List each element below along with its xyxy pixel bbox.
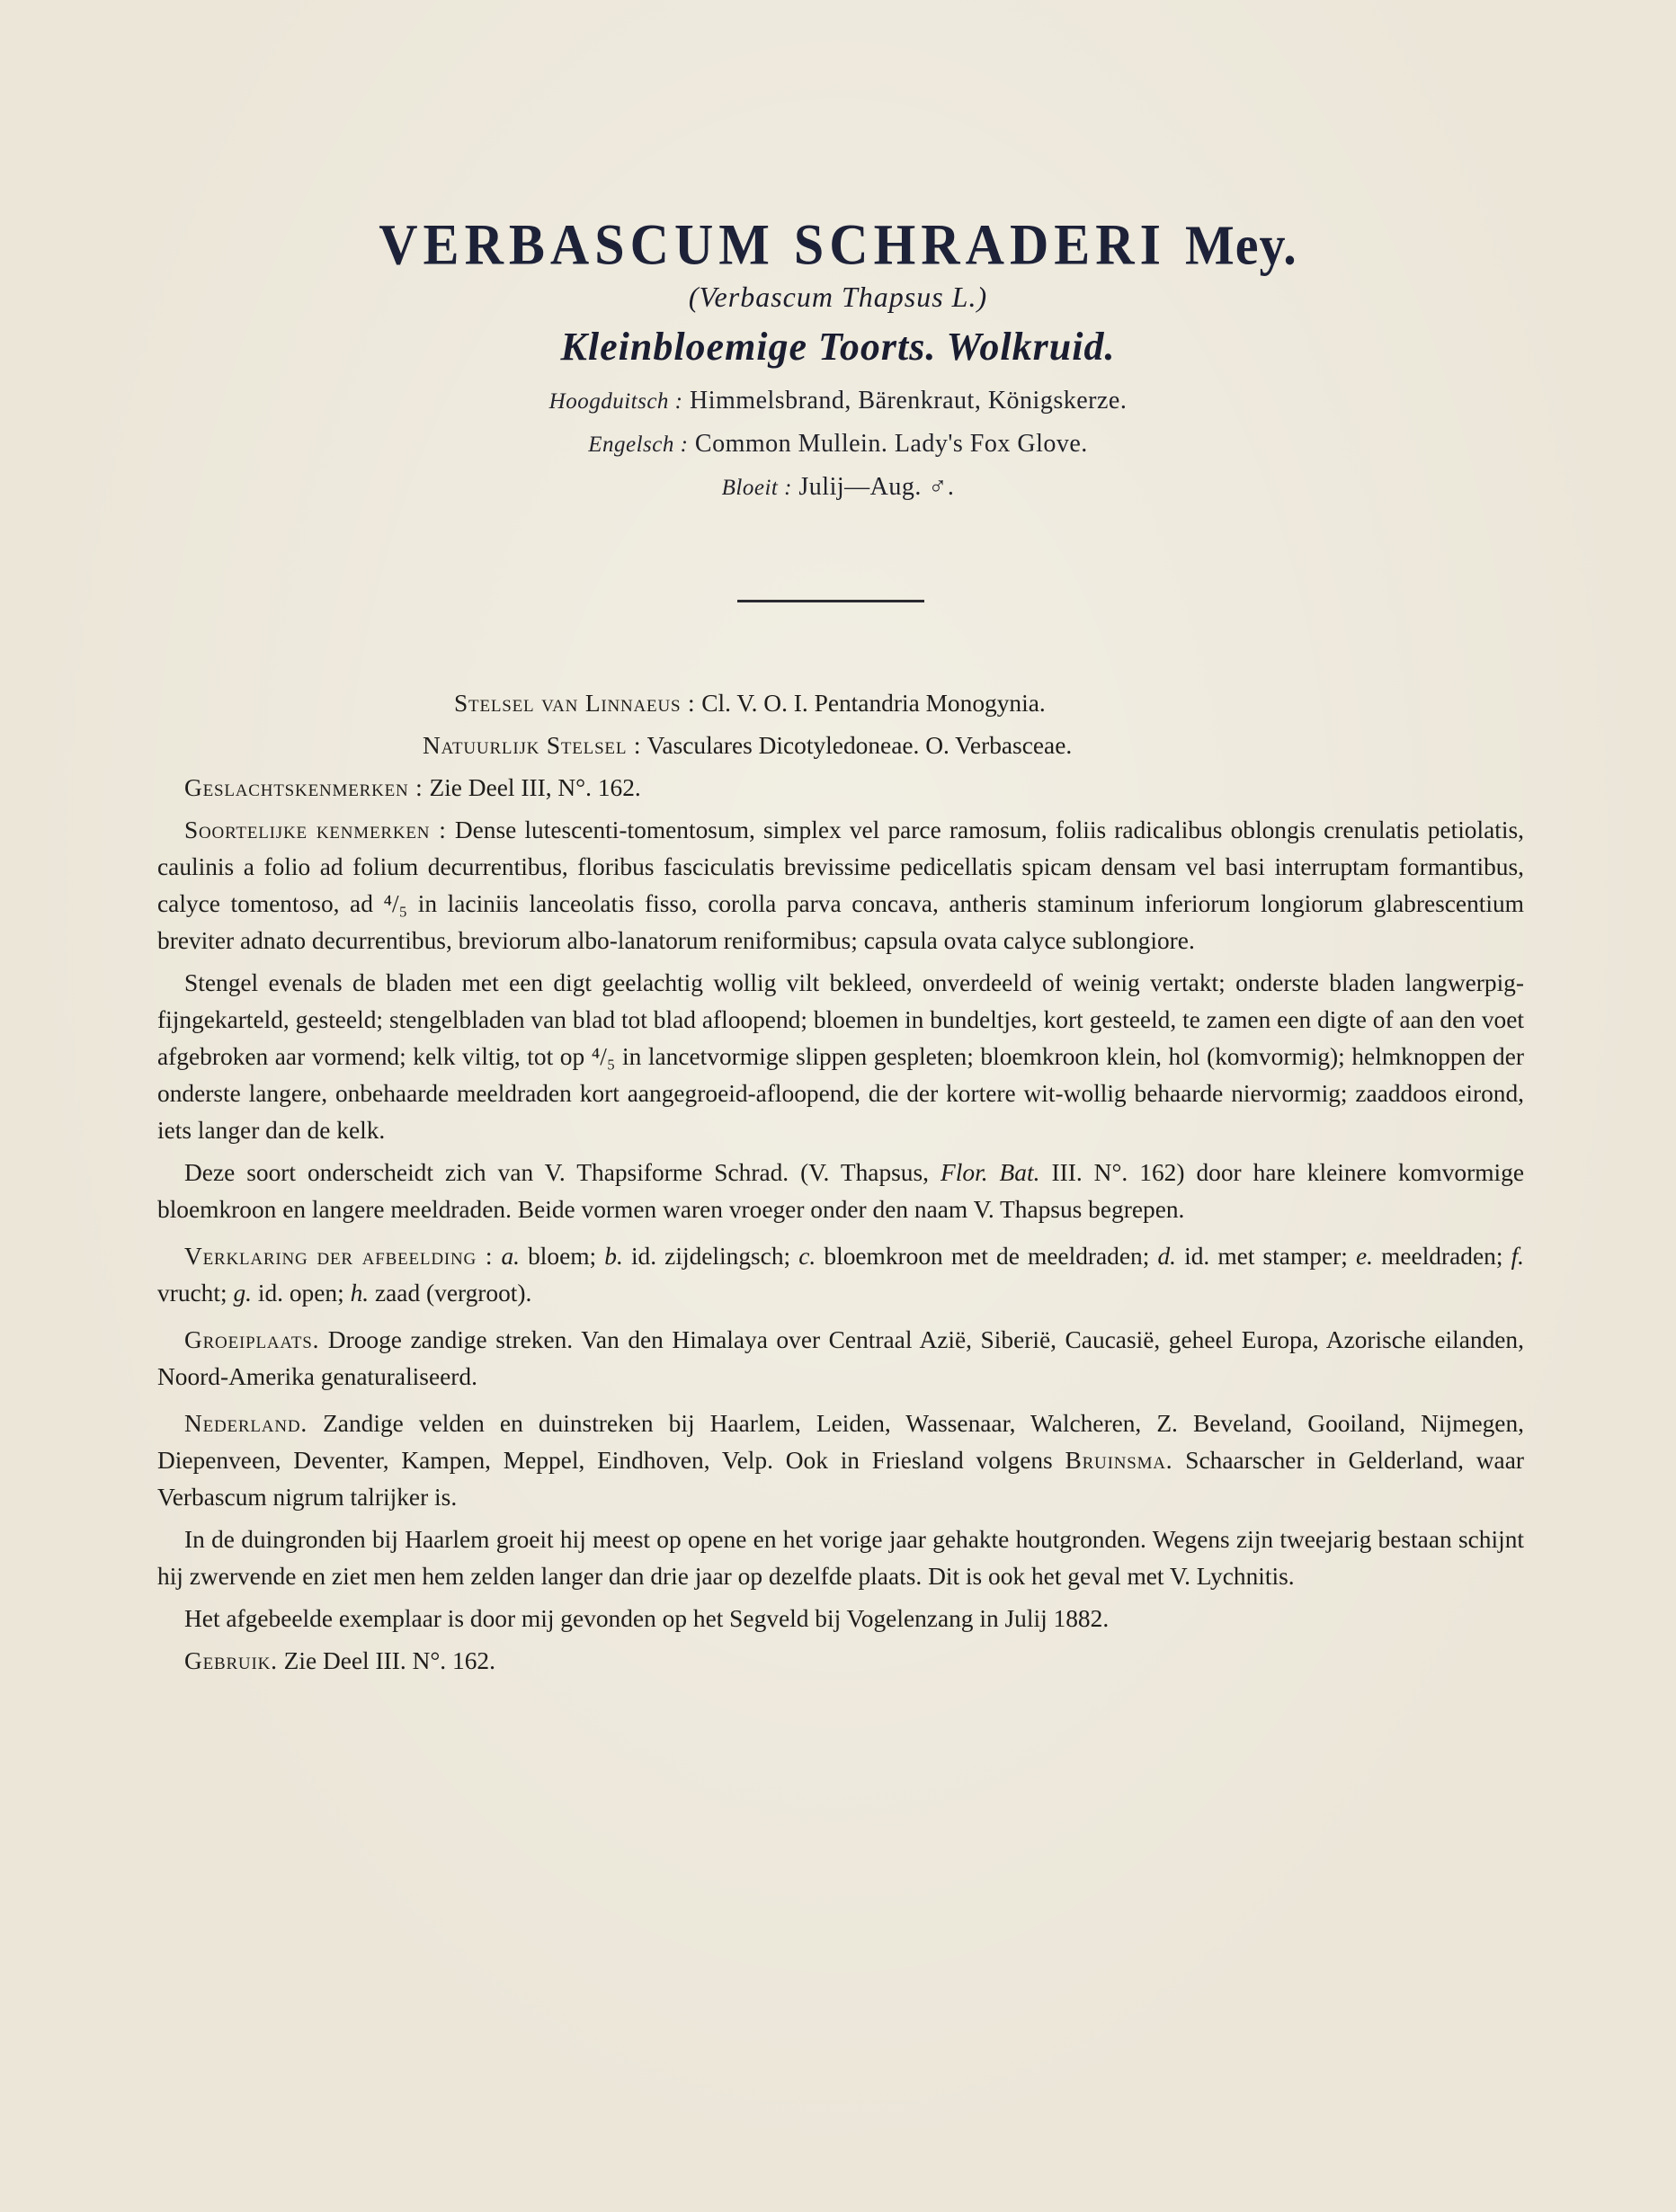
body-text (157, 685, 1524, 1680)
genus-line (157, 770, 1524, 807)
linnaeus-line (157, 685, 1524, 722)
comparison-paragraph (157, 1155, 1524, 1228)
figure-key-b: b. (604, 1243, 623, 1270)
linnaeus-label: Stelsel van Linnaeus : (454, 690, 696, 717)
figure-key-f: f. (1511, 1243, 1525, 1270)
genus-label: Geslachtskenmerken : (184, 774, 423, 801)
synonym: (Verbascum Thapsus L.) (688, 281, 988, 313)
figure-text-e: meeldraden; (1381, 1243, 1503, 1270)
natural-system-text: Vasculares Dicotyledoneae. O. Verbasceae. (646, 732, 1073, 759)
specimen-paragraph: Het afgebeelde exemplaar is door mij gevonden op het Segveld bij Vogelenzang in Julij 1882. (184, 1605, 1110, 1632)
natural-system-label: Natuurlijk Stelsel : (423, 732, 642, 759)
habitat-paragraph (157, 1322, 1524, 1396)
german-names-line (0, 387, 1676, 415)
habitat-text: Drooge zandige streken. Van den Himalaya over Centraal Azië, Siberië, Caucasië, geheel Europa, Azorische eilanden, Noord-Amerika genaturaliseerd. (157, 1326, 1524, 1390)
figure-legend-paragraph (157, 1238, 1524, 1312)
comparison-reference: Flor. Bat. (941, 1159, 1040, 1186)
figure-text-f: vrucht; (157, 1280, 227, 1307)
english-names: Common Mullein. Lady's Fox Glove. (694, 430, 1088, 458)
species-characters-paragraph (157, 812, 1524, 959)
bruinsma-reference: Bruinsma. (1065, 1447, 1173, 1474)
figure-key-a: a. (501, 1243, 520, 1270)
figure-text-d: id. met stamper; (1184, 1243, 1348, 1270)
english-names-line (0, 430, 1676, 459)
dunes-paragraph: In de duingronden bij Haarlem groeit hij meest op opene en het vorige jaar gehakte houtgronden. Wegens zijn tweejarig bestaan schijnt hij zwervende en ziet men hem zelden langer dan drie jaar op dezelfde plaats. Dit is ook het geval met V. Lychnitis. (157, 1526, 1524, 1590)
genus-text: Zie Deel III, N°. 162. (429, 774, 641, 801)
use-label: Gebruik. (184, 1647, 278, 1674)
netherlands-text-2: Schaarscher in Gelderland, waar Verbascum nigrum talrijker is. (157, 1447, 1524, 1511)
german-names: Himmelsbrand, Bärenkraut, Königskerze. (690, 387, 1128, 415)
german-label: Hoogduitsch : (548, 389, 683, 414)
comparison-text-end: III. N°. 162) door hare kleinere komvormige bloemkroon en langere meeldraden. Beide vormen waren vroeger onder den naam V. Thapsus begrepen. (157, 1159, 1524, 1223)
species-author: Mey. (1184, 213, 1297, 277)
natural-system-line (157, 727, 1524, 764)
netherlands-label: Nederland. (184, 1410, 308, 1437)
dutch-common-name: Kleinbloemige Toorts. Wolkruid. (560, 325, 1116, 369)
figure-text-a: bloem; (528, 1243, 597, 1270)
english-label: Engelsch : (588, 433, 689, 457)
linnaeus-text: Cl. V. O. I. Pentandria Monogynia. (701, 690, 1046, 717)
species-characters-label: Soortelijke kenmerken : (184, 816, 447, 843)
use-paragraph (157, 1643, 1524, 1680)
description-paragraph: Stengel evenals de bladen met een digt geelachtig wollig vilt bekleed, onverdeeld of weinig vertakt; onderste bladen langwerpig-fijngekarteld, gesteeld; stengelbladen van blad tot blad afloopend; bloemen in bundeltjes, kort gesteeld, te zamen een digte of aan den voet afgebroken aar vormend; kelk viltig, tot op ⁴/₅ in lancetvormige slippen gespleten; bloemkroon klein, hol (komvormig); helmknoppen der onderste langere, onbehaarde meeldraden kort aangegroeid-afloopend, die der kortere wit-wollig behaarde niervormig; zaaddoos eirond, iets langer dan de kelk. (157, 969, 1524, 1144)
species-name: VERBASCUM SCHRADERI (379, 212, 1166, 277)
species-title (0, 211, 1676, 279)
figure-key-c: c. (798, 1243, 816, 1270)
netherlands-text: Zandige velden en duinstreken bij Haarlem, Leiden, Wassenaar, Walcheren, Z. Beveland, Gooiland, Nijmegen, Diepenveen, Deventer, Kampen, Meppel, Eindhoven, Velp. Ook in Friesland volgens (157, 1410, 1524, 1474)
bloom-label: Bloeit : (721, 476, 792, 500)
figure-text-c: bloemkroon met de meeldraden; (824, 1243, 1150, 1270)
comparison-text-start: Deze soort onderscheidt zich van V. Thapsiforme Schrad. (V. Thapsus, (184, 1159, 930, 1186)
habitat-label: Groeiplaats. (184, 1326, 320, 1353)
species-characters-text: Dense lutescenti-tomentosum, simplex vel parce ramosum, foliis radicalibus oblongis crenulatis petiolatis, caulinis a folio ad folium decurrentibus, floribus fasciculatis brevissime pedicellatis spicam densam vel basi interruptam formantibus, calyce tomentoso, ad ⁴/₅ in laciniis lanceolatis fisso, corolla parva concava, antheris staminum inferiorum longiorum glabrescentium breviter adnato decurrentibus, breviorum albo-lanatorum reniformibus; capsula ovata calyce sublongiore. (157, 816, 1524, 954)
figure-key-h: h. (350, 1280, 370, 1307)
bloom-line (0, 473, 1676, 502)
figure-legend-label: Verklaring der afbeelding : (184, 1243, 494, 1270)
figure-key-e: e. (1355, 1243, 1373, 1270)
section-divider (737, 600, 924, 602)
use-text: Zie Deel III. N°. 162. (283, 1647, 495, 1674)
bloom-value: Julij—Aug. ♂. (798, 473, 955, 501)
figure-text-b: id. zijdelingsch; (630, 1243, 791, 1270)
figure-key-g: g. (233, 1280, 252, 1307)
figure-key-d: d. (1157, 1243, 1176, 1270)
figure-text-h: zaad (vergroot). (374, 1280, 532, 1307)
figure-text-g: id. open; (257, 1280, 344, 1307)
netherlands-paragraph (157, 1405, 1524, 1516)
